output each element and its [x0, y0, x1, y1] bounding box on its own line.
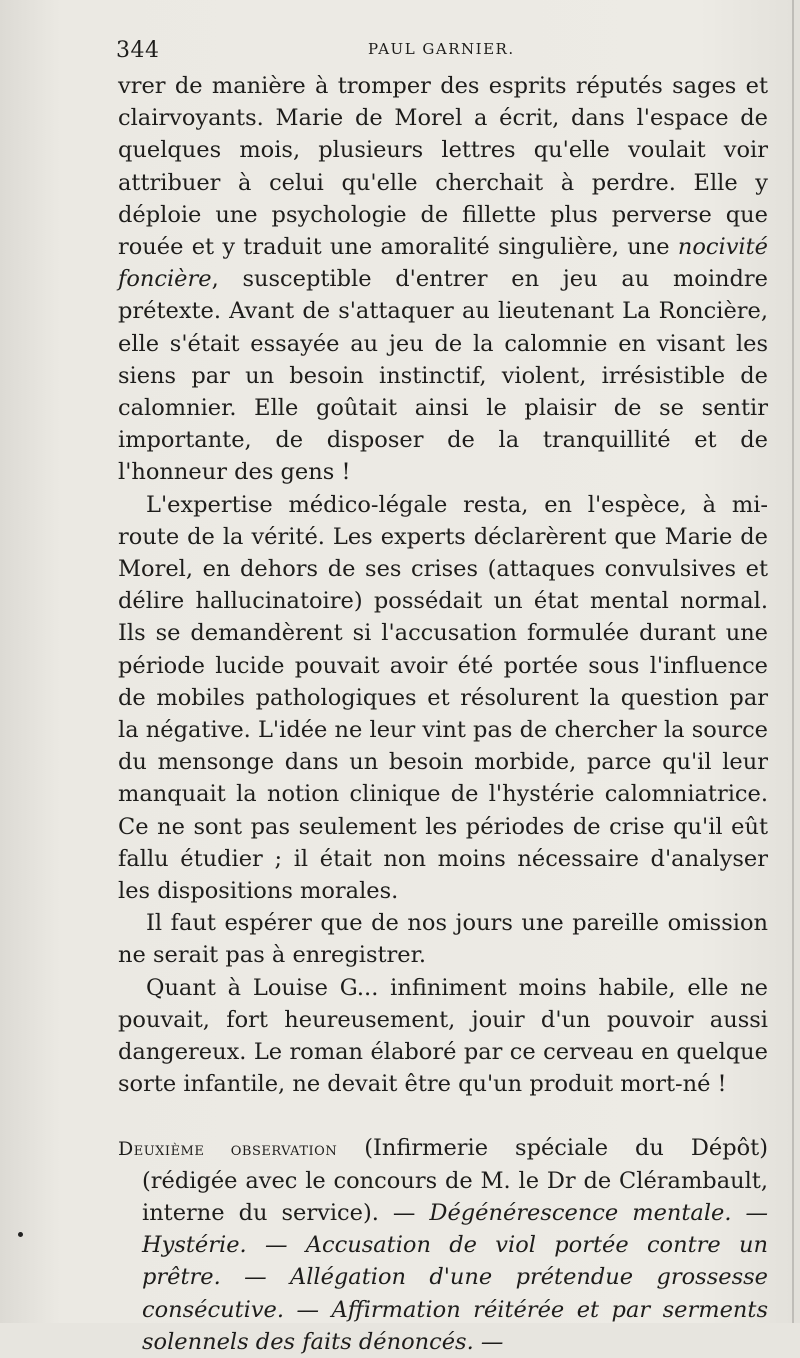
- body-text: [118, 70, 768, 1358]
- paragraph-1-text: vrer de manière à tromper des esprits réputés sages et clairvoyants. Marie de Morel a écrit, dans l'espace de quelques mois, plusieurs lettres qu'elle voulait voir attribuer à celui qu'elle cherchait à perdre. Elle y déploie une psychologie de fillette plus perverse que rouée et y traduit une amoralité singulière, une: [118, 73, 768, 261]
- observation-italic: Dégénérescence mentale. — Hystérie. — Accusation de viol portée contre un prêtre. — Allégation d'une prétendue grossesse consécutive. — Affirmation réitérée et par serments solennels des faits dénoncés. —: [142, 1199, 769, 1355]
- paragraph-1-emphasis: nocivité foncière: [118, 234, 768, 293]
- running-title: PAUL GARNIER.: [368, 40, 515, 58]
- paragraph-2: L'expertise médico-légale resta, en l'espèce, à mi-route de la vérité. Les experts déclarèrent que Marie de Morel, en dehors de ses crises (attaques convulsives et délire hallucinatoire) possédait un état mental normal. Ils se demandèrent si l'accusation formulée durant une période lucide pouvait avoir été portée sous l'influence de mobiles pathologiques et résolurent la question par la négative. L'idée ne leur vint pas de chercher la source du mensonge dans un besoin morbide, parce qu'il leur manquait la notion clinique de l'hystérie calomniatrice. Ce ne sont pas seulement les périodes de crise qu'il eût fallu étudier ; il était non moins nécessaire d'analyser les dispositions morales.: [118, 491, 768, 905]
- paragraph-1-end: , susceptible d'entrer en jeu au moindre prétexte. Avant de s'attaquer au lieutenant La Roncière, elle s'était essayée au jeu de la calomnie en visant les siens par un besoin instinctif, violent, irrésistible de calomnier. Elle goûtait ainsi le plaisir de se sentir importante, de disposer de la tranquillité et de l'honneur des gens !: [118, 266, 768, 486]
- page-header: [116, 38, 756, 62]
- observation-text: (Infirmerie spéciale du Dépôt) (rédigée avec le concours de M. le Dr de Clérambault, interne du service). —: [142, 1134, 769, 1226]
- paragraph-4: Quant à Louise G... infiniment moins habile, elle ne pouvait, fort heureusement, jouir d'un pouvoir aussi dangereux. Le roman élaboré par ce cerveau en quelque sorte infantile, ne devait être qu'un produit mort-né !: [118, 974, 768, 1098]
- page-edge-shadow: [792, 0, 794, 1323]
- paragraph-1: [118, 70, 768, 489]
- observation-heading: Deuxième observation: [118, 1137, 338, 1160]
- margin-mark: [18, 1232, 23, 1237]
- paragraph-3: Il faut espérer que de nos jours une pareille omission ne serait pas à enregistrer.: [118, 910, 768, 969]
- observation-block: [118, 1132, 768, 1358]
- page-number: 344: [116, 38, 160, 63]
- section-spacer: [118, 1101, 768, 1132]
